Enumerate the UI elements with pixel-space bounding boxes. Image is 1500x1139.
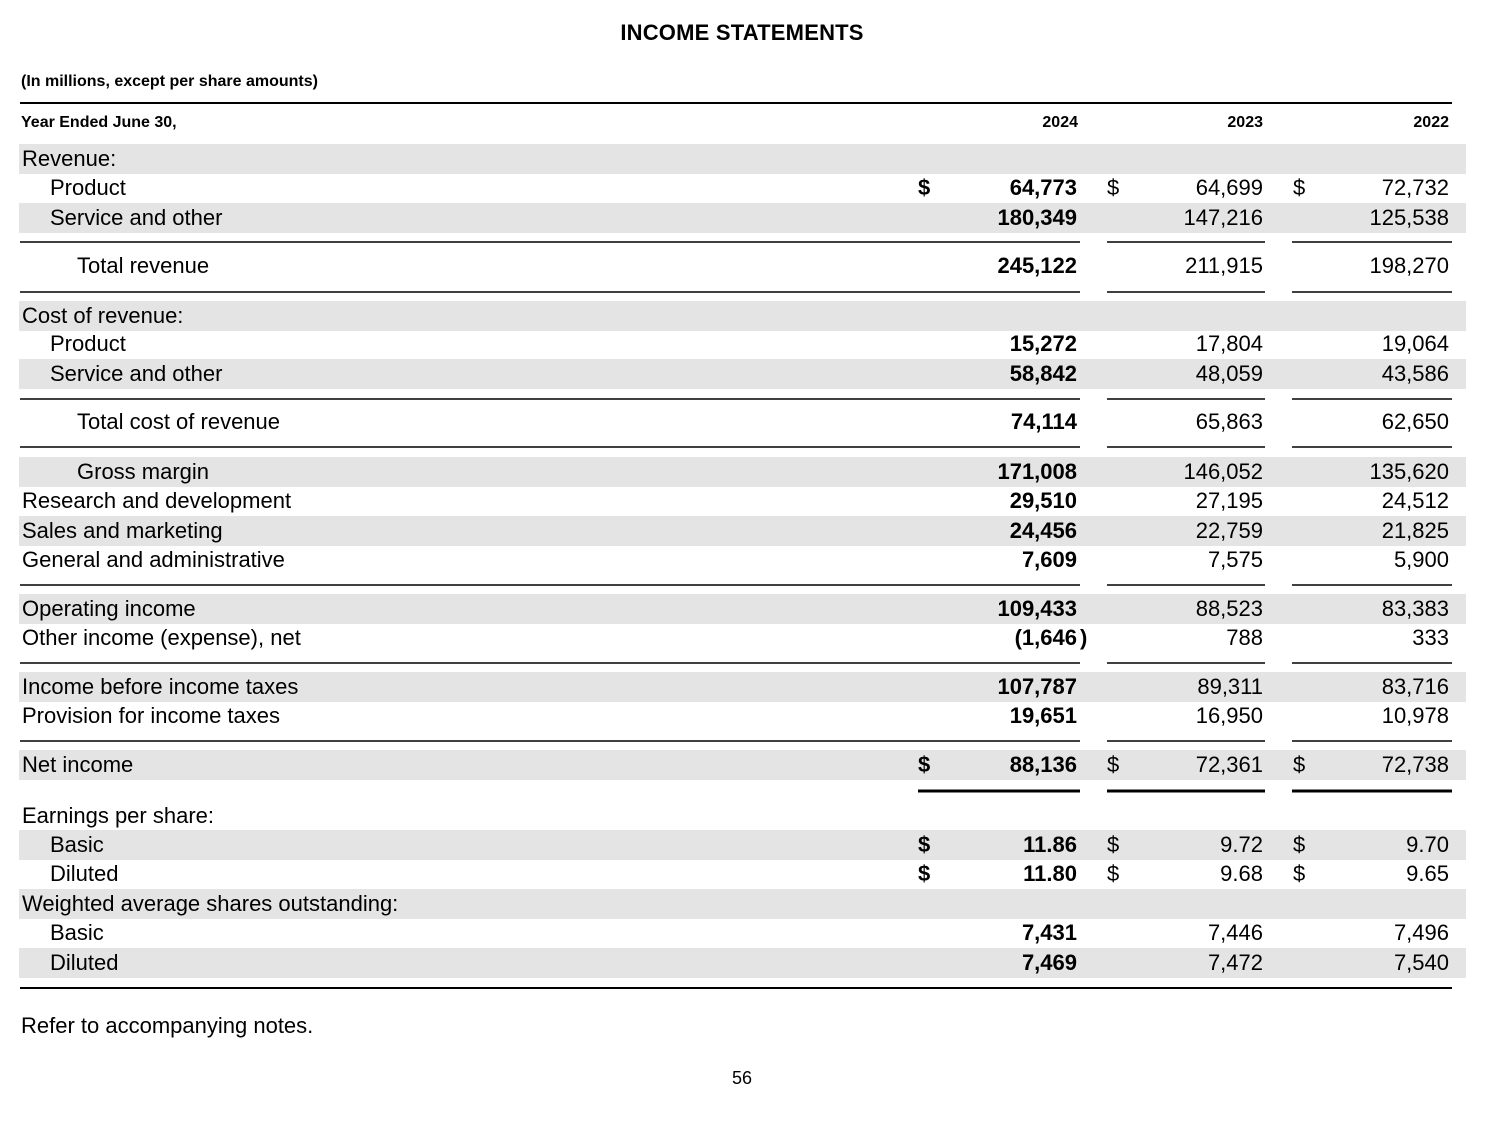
- rnd-label: Research and development: [22, 488, 292, 513]
- shares-basic-label: Basic: [50, 920, 104, 945]
- gross-margin-label: Gross margin: [77, 459, 210, 484]
- currency-symbol: $: [918, 175, 931, 200]
- rnd-2022: 24,512: [1381, 488, 1449, 513]
- shares-basic-2022: 7,496: [1393, 920, 1449, 945]
- net-income-label: Net income: [22, 752, 134, 777]
- footer-note: Refer to accompanying notes.: [21, 1013, 314, 1038]
- net-income-2022: 72,738: [1381, 752, 1449, 777]
- period-label: Year Ended June 30,: [21, 114, 177, 131]
- rnd-2024: 29,510: [1009, 488, 1077, 513]
- sales-marketing-2024: 24,456: [1009, 518, 1077, 543]
- pretax-income-2023: 89,311: [1197, 674, 1263, 699]
- currency-symbol: $: [918, 752, 931, 777]
- total-cost-2024: 74,114: [1010, 409, 1077, 434]
- rnd-2023: 27,195: [1195, 488, 1263, 513]
- revenue-service-2023: 147,216: [1183, 205, 1263, 230]
- net-income-2024: 88,136: [1009, 752, 1077, 777]
- eps-diluted-2024: 11.80: [1023, 861, 1077, 886]
- eps-diluted-2022: 9.65: [1406, 861, 1449, 886]
- currency-symbol: $: [1107, 861, 1120, 886]
- gross-margin-2022: 135,620: [1369, 459, 1449, 484]
- other-income-2022: 333: [1412, 625, 1449, 650]
- eps-basic-2022: 9.70: [1406, 832, 1449, 857]
- total-revenue-2022: 198,270: [1369, 253, 1449, 278]
- operating-income-2023: 88,523: [1195, 596, 1263, 621]
- total-revenue-2023: 211,915: [1185, 253, 1263, 278]
- currency-symbol: $: [1293, 752, 1306, 777]
- gross-margin-2023: 146,052: [1183, 459, 1263, 484]
- pretax-income-label: Income before income taxes: [22, 674, 299, 699]
- year-2024-header: 2024: [1042, 114, 1078, 131]
- operating-income-2024: 109,433: [997, 596, 1077, 621]
- revenue-service-label: Service and other: [50, 205, 223, 230]
- row-band: [19, 301, 1466, 331]
- year-2023-header: 2023: [1227, 114, 1263, 131]
- eps-basic-2023: 9.72: [1220, 832, 1263, 857]
- operating-income-label: Operating income: [22, 596, 196, 621]
- shares-diluted-2023: 7,472: [1207, 950, 1263, 975]
- sales-marketing-2022: 21,825: [1381, 518, 1449, 543]
- shares-diluted-label: Diluted: [50, 950, 119, 975]
- pretax-income-2022: 83,716: [1381, 674, 1449, 699]
- operating-income-2022: 83,383: [1381, 596, 1449, 621]
- other-income-2023: 788: [1226, 625, 1263, 650]
- currency-symbol: $: [1293, 175, 1306, 200]
- total-cost-label: Total cost of revenue: [77, 409, 281, 434]
- total-cost-2022: 62,650: [1381, 409, 1449, 434]
- eps-diluted-2023: 9.68: [1220, 861, 1263, 886]
- cost-product-label: Product: [50, 331, 126, 356]
- other-income-2024: (1,646: [1014, 625, 1077, 650]
- year-2022-header: 2022: [1413, 114, 1449, 131]
- tax-provision-2023: 16,950: [1195, 703, 1263, 728]
- shares-basic-2024: 7,431: [1021, 920, 1077, 945]
- total-revenue-2024: 245,122: [997, 253, 1077, 278]
- sales-marketing-2023: 22,759: [1195, 518, 1263, 543]
- currency-symbol: $: [918, 832, 931, 857]
- shares-header: Weighted average shares outstanding:: [22, 891, 399, 916]
- revenue-header: Revenue:: [22, 146, 117, 171]
- shares-diluted-2022: 7,540: [1393, 950, 1449, 975]
- pretax-income-2024: 107,787: [997, 674, 1077, 699]
- net-income-2023: 72,361: [1195, 752, 1263, 777]
- currency-symbol: $: [1293, 832, 1306, 857]
- general-admin-2024: 7,609: [1021, 547, 1077, 572]
- other-income-label: Other income (expense), net: [22, 625, 301, 650]
- cost-product-2024: 15,272: [1009, 331, 1077, 356]
- tax-provision-2022: 10,978: [1381, 703, 1449, 728]
- sales-marketing-label: Sales and marketing: [22, 518, 223, 543]
- general-admin-label: General and administrative: [22, 547, 285, 572]
- tax-provision-label: Provision for income taxes: [22, 703, 280, 728]
- total-revenue-label: Total revenue: [77, 253, 210, 278]
- statement-title: INCOME STATEMENTS: [620, 20, 864, 45]
- eps-basic-2024: 11.86: [1023, 832, 1077, 857]
- general-admin-2023: 7,575: [1207, 547, 1263, 572]
- eps-header: Earnings per share:: [22, 803, 214, 828]
- negative-close-paren: ): [1080, 625, 1088, 650]
- page-number: 56: [731, 1068, 753, 1088]
- cost-service-2022: 43,586: [1381, 361, 1449, 386]
- tax-provision-2024: 19,651: [1009, 703, 1077, 728]
- currency-symbol: $: [1107, 832, 1120, 857]
- revenue-service-2022: 125,538: [1369, 205, 1449, 230]
- currency-symbol: $: [1107, 175, 1120, 200]
- total-cost-2023: 65,863: [1195, 409, 1263, 434]
- eps-basic-label: Basic: [50, 832, 104, 857]
- revenue-product-label: Product: [50, 175, 126, 200]
- revenue-product-2022: 72,732: [1381, 175, 1449, 200]
- cost-service-2023: 48,059: [1195, 361, 1263, 386]
- gross-margin-2024: 171,008: [997, 459, 1077, 484]
- currency-symbol: $: [1293, 861, 1306, 886]
- row-band: [19, 144, 1466, 174]
- shares-basic-2023: 7,446: [1207, 920, 1263, 945]
- cost-service-label: Service and other: [50, 361, 223, 386]
- eps-diluted-label: Diluted: [50, 861, 119, 886]
- cost-header: Cost of revenue:: [22, 303, 184, 328]
- cost-service-2024: 58,842: [1009, 361, 1077, 386]
- units-note: (In millions, except per share amounts): [21, 73, 318, 90]
- revenue-product-2023: 64,699: [1195, 175, 1263, 200]
- cost-product-2023: 17,804: [1195, 331, 1263, 356]
- revenue-service-2024: 180,349: [997, 205, 1077, 230]
- revenue-product-2024: 64,773: [1009, 175, 1077, 200]
- currency-symbol: $: [1107, 752, 1120, 777]
- cost-product-2022: 19,064: [1381, 331, 1449, 356]
- general-admin-2022: 5,900: [1393, 547, 1449, 572]
- shares-diluted-2024: 7,469: [1021, 950, 1077, 975]
- currency-symbol: $: [918, 861, 931, 886]
